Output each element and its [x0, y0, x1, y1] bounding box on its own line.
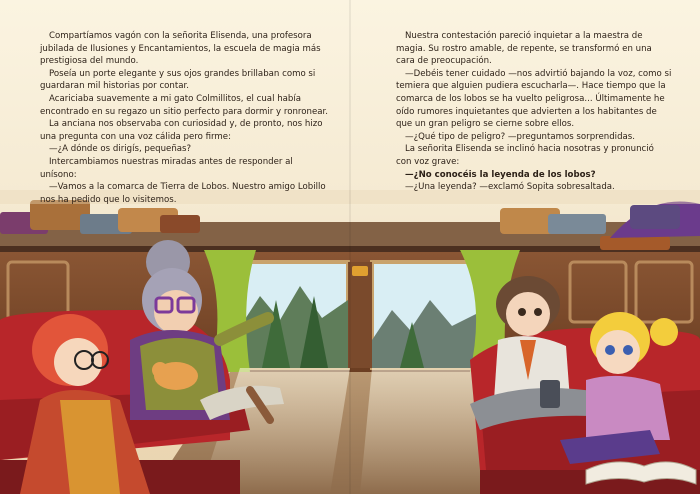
right-page-text: [396, 30, 672, 194]
paragraph: —¿Qué tipo de peligro? —preguntamos sorprendidas.: [405, 131, 636, 142]
paragraph: Nuestra contestación pareció inquietar a la maestra de magia. Su rostro amable, de repente, se transformó en una cara de preocupación.: [396, 31, 652, 67]
lamp-icon: [352, 266, 368, 276]
paragraph: —Vamos a la comarca de Tierra de Lobos. Nuestro amigo Lobillo nos ha pedido que lo visitemos.: [40, 182, 326, 205]
paragraph: La anciana nos observaba con curiosidad y, de pronto, nos hizo una pregunta con una voz cálida pero firme:: [40, 119, 323, 142]
paragraph: —Debéis tener cuidado —nos advirtió bajando la voz, como si temiera que alguien pudiera escucharla—. Hace tiempo que la comarca de los lobos se ha vuelto peligrosa... Últimamente he oído rumores inquietantes que advierten a los habitantes de que un gran peligro se cierne sobre ellos.: [396, 68, 672, 130]
paragraph: Poseía un porte elegante y sus ojos grandes brillaban como si guardaran mil historias por contar.: [40, 68, 316, 92]
suitcase-icon: [160, 215, 200, 233]
paragraph: Compartíamos vagón con la señorita Elisenda, una profesora jubilada de Ilusiones y Encantamientos, la escuela de magia más prestigiosa del mundo.: [40, 31, 321, 67]
paragraph: —¿No conocéis la leyenda de los lobos?: [405, 169, 596, 180]
suitcase-icon: [548, 214, 606, 234]
suitcase-icon: [630, 205, 680, 229]
train-window-left: [238, 262, 348, 368]
paragraph: —¿A dónde os dirigís, pequeñas?: [49, 144, 192, 155]
paragraph: —¿Una leyenda? —exclamó Sopita sobresaltada.: [405, 182, 615, 193]
book-gutter: [349, 0, 351, 494]
train-window-right: [372, 262, 480, 368]
paragraph: Intercambiamos nuestras miradas antes de responder al unísono:: [40, 156, 293, 180]
paragraph: La señorita Elisenda se inclinó hacia nosotras y pronunció con voz grave:: [396, 144, 654, 167]
left-page-text: [40, 30, 330, 206]
suitcase-icon: [600, 236, 670, 250]
paragraph: Acariciaba suavemente a mi gato Colmillitos, el cual había encontrado en su regazo un sitio perfecto para dormir y ronronear.: [40, 93, 328, 117]
